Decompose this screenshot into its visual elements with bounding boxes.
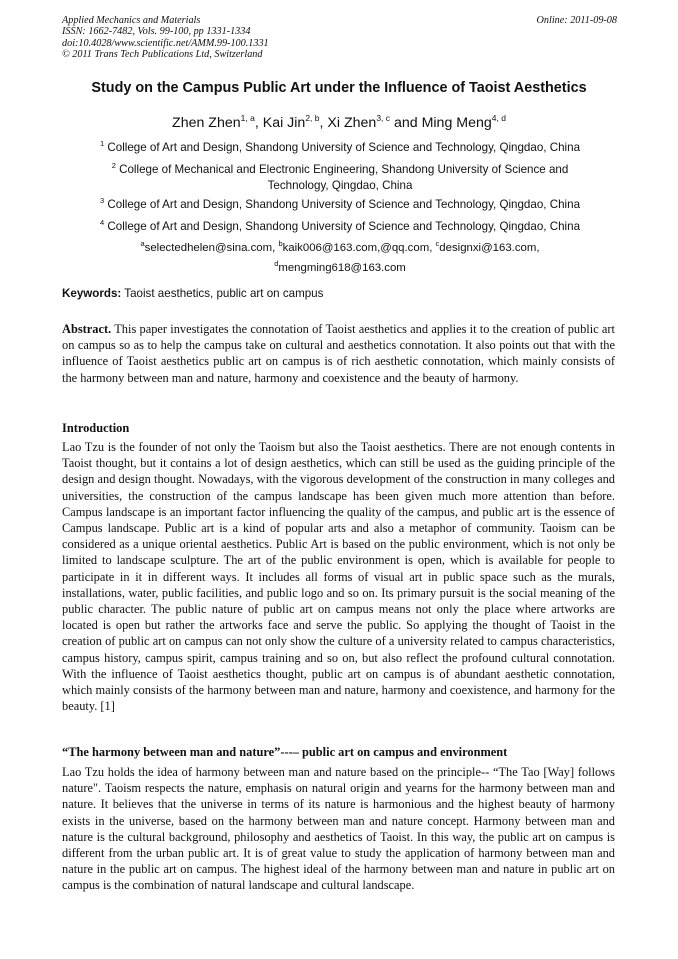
keywords xyxy=(62,287,618,300)
journal-name: Applied Mechanics and Materials xyxy=(62,15,201,26)
author-list xyxy=(0,113,678,131)
paper-title: Study on the Campus Public Art under the Influence of Taoist Aesthetics xyxy=(91,80,587,96)
affiliation-text: College of Mechanical and Electronic Engineering, Shandong University of Science and Technology, Qingdao, China xyxy=(119,163,569,192)
email-b: kaik006@163.com,@qq.com, xyxy=(282,242,436,254)
section-heading-introduction: Introduction xyxy=(62,421,130,435)
abstract-label: Abstract. xyxy=(62,322,112,336)
author-sup: 2, b xyxy=(305,113,320,123)
affiliation-number: 3 xyxy=(99,196,105,205)
email-d: mengming618@163.com xyxy=(278,262,406,274)
affiliation-text: College of Art and Design, Shandong University of Science and Technology, Qingdao, China xyxy=(107,141,581,154)
affiliation-number: 4 xyxy=(99,218,105,227)
email-a: selectedhelen@sina.com, xyxy=(144,242,279,254)
author-sup: 4, d xyxy=(491,113,506,123)
author-sup: 3, c xyxy=(376,113,391,123)
affiliation-number: 1 xyxy=(99,139,105,148)
affiliation-4 xyxy=(62,215,618,235)
author-name: Zhen Zhen xyxy=(172,115,241,131)
email-c: designxi@163.com, xyxy=(439,242,540,254)
keywords-text: Taoist aesthetics, public art on campus xyxy=(121,287,324,300)
author-separator: , xyxy=(254,115,263,131)
author-separator: and xyxy=(390,115,422,131)
issn-line: ISSN: 1662-7482, Vols. 99-100, pp 1331-1334 xyxy=(62,26,251,38)
abstract-text: This paper investigates the connotation of Taoist aesthetics and applies it to the creation of public art on campus so as to help the campus take on cultural and aesthetics connotation. It also points out that with the influence of Taoist aesthetics public art on campus is of rich aesthetic connotation, which mainly consists of the harmony between man and nature, harmony and coexistence and the beauty of harmony. xyxy=(62,322,615,385)
author-sup: 1, a xyxy=(240,113,255,123)
email-sup: d xyxy=(274,259,279,268)
affiliation-text: College of Art and Design, Shandong University of Science and Technology, Qingdao, China xyxy=(107,198,581,211)
author-name: Ming Meng xyxy=(421,115,492,131)
affiliation-2 xyxy=(62,158,618,194)
keywords-label: Keywords: xyxy=(62,287,122,300)
email-sup: a xyxy=(140,239,145,248)
author-name: Xi Zhen xyxy=(327,115,377,131)
author-emails xyxy=(62,236,618,276)
affiliation-number: 2 xyxy=(111,161,116,170)
affiliation-1 xyxy=(62,136,618,156)
doi-line: doi:10.4028/www.scientific.net/AMM.99-100.1331 xyxy=(62,37,269,49)
email-sup: b xyxy=(278,239,283,248)
section-heading-harmony: “The harmony between man and nature”---– public art on campus and environment xyxy=(62,745,508,759)
author-name: Kai Jin xyxy=(262,115,306,131)
online-date: Online: 2011-09-08 xyxy=(536,15,617,26)
copyright-line: © 2011 Trans Tech Publications Ltd, Switzerland xyxy=(62,49,263,61)
section-body-harmony: Lao Tzu holds the idea of harmony between man and nature based on the principle-- “The Tao [Way] follows nature". Taoism respects the nature, emphasis on natural origin and yearns for the harmony between man and nature. It believes that the universe in terms of its nature is harmonious and the highest beauty of harmony exists in the universe, based on the harmony between man and nature concept. Harmony between man and nature is the cultural background, philosophy and aesthetics of Taoist. In this way, the public art on campus is different from the urban public art. It is of great value to study the application of harmony between man and nature in the public art on campus. The highest ideal of the harmony between man and nature in public art on campus is the combination of natural landscape and cultural landscape. xyxy=(62,765,615,893)
affiliation-3 xyxy=(62,193,618,213)
email-sup: c xyxy=(435,239,440,248)
author-separator: , xyxy=(319,115,328,131)
abstract xyxy=(62,321,615,386)
section-body-introduction: Lao Tzu is the founder of not only the Taoism but also the Taoist aesthetics. There are not enough contents in Taoist thought, but it contains a lot of design aesthetics, which can still be used as the guiding principle of the design and design thought. Nowadays, with the vigorous development of the construction in many colleges and universities, the construction of the campus landscape has been given much more attention than before. Campus landscape is an important factor influencing the quality of the campus, and public art is the essence of Campus landscape. Public art is a kind of popular arts and also a metaphor of community. Taoism can be considered as a unique oriental aesthetics. Public Art is based on the public environment, which is not only be limited to landscape sculpture. The art of the public environment is open, which is available for people to participate in it in different ways. It includes all forms of visual art in public space such as the murals, installations, water, public facilities, and public logo and so on. Its primary pursuit is the social meaning of the public character. The public nature of public art on campus means not only the place where artworks are located is open but rather the artworks face and serve the public. So applying the thought of Taoist in the creation of public art on campus can not only show the culture of a university related to campus characteristics, campus history, campus spirit, campus training and so on, but also reflect the profound cultural connotation. With the influence of Taoist aesthetics thought, public art on campus is of abundant aesthetic connotation, which mainly consists of the harmony between man and nature, harmony and coexistence, and harmony for the beauty. [1] xyxy=(62,440,615,714)
journal-header xyxy=(62,15,617,61)
affiliation-text: College of Art and Design, Shandong University of Science and Technology, Qingdao, China xyxy=(107,220,581,233)
